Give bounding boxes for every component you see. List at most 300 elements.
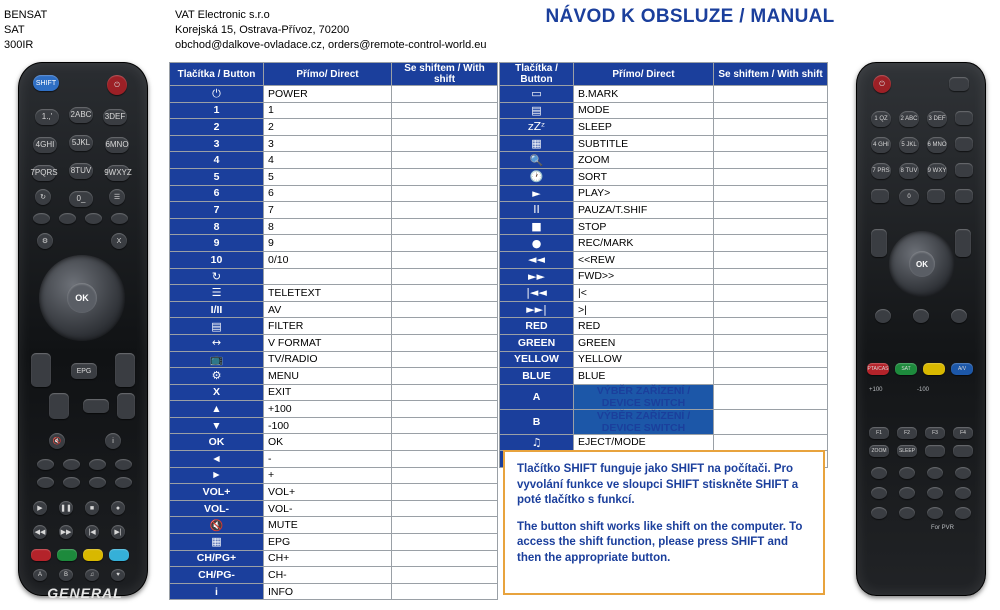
cell-shift [714,102,828,119]
cell-button: ▭ [500,86,574,103]
table-row [170,268,498,285]
remote-rew-icon: ◀◀ [33,525,47,539]
cell-shift [392,417,498,434]
table-header-cell-button: Tlačítka / Button [170,63,264,86]
remote-fwd-icon: ▶▶ [59,525,73,539]
cell-shift [714,434,828,451]
cell-direct: 0/10 [264,251,392,268]
remote-key-7: 7PQRS [32,165,56,181]
remote-power-key: ⏻ [107,75,127,95]
cell-shift [714,185,828,202]
orig-key-9: 9 WXY [927,163,947,179]
table-row [170,86,498,103]
remote-fn-key-1 [33,213,50,224]
cell-shift [392,86,498,103]
cell-direct: -100 [264,417,392,434]
cell-shift [392,119,498,136]
remote-mute-icon: 🔇 [49,433,65,449]
cell-button: |◄◄ [500,285,574,302]
remote-pause-icon: ❚❚ [59,501,73,515]
cell-button: ▤ [170,318,264,335]
cell-button: VOL- [170,500,264,517]
cell-button: 10 [170,251,264,268]
remote-exit-icon: X [111,233,127,249]
remote-next-icon: ▶| [111,525,125,539]
cell-button: ►► [500,268,574,285]
cell-direct: VÝBĚR ZAŘÍZENÍ / DEVICE SWITCH [574,384,714,409]
cell-button: CH/PG- [170,567,264,584]
orig-key-7: 7 PRS [871,163,891,179]
cell-button: ▦ [170,534,264,551]
cell-shift [714,86,828,103]
cell-shift [392,351,498,368]
cell-shift [392,550,498,567]
cell-shift [392,467,498,484]
orig-side-key-2 [955,137,973,151]
cell-button: 5 [170,168,264,185]
orig-f1-key: F1 [869,427,889,439]
cell-button: ☰ [170,285,264,302]
table-row [500,409,828,434]
remote-a-key: A [33,569,47,581]
cell-button: OK [170,434,264,451]
cell-shift [392,251,498,268]
cell-button: 🔍 [500,152,574,169]
cell-direct: FWD>> [574,268,714,285]
cell-shift [392,268,498,285]
table-row [170,218,498,235]
cell-direct: ZOOM [574,152,714,169]
cell-shift [392,583,498,600]
cell-shift [392,401,498,418]
cell-direct: MODE [574,102,714,119]
cell-direct: SORT [574,168,714,185]
orig-f4-key: F4 [953,427,973,439]
cell-button: BLUE [500,368,574,385]
cell-direct: AV [264,301,392,318]
table-row [500,318,828,335]
cell-shift [714,235,828,252]
cell-button: ⏻ [170,86,264,103]
cell-direct: VÝBĚR ZAŘÍZENÍ / DEVICE SWITCH [574,409,714,434]
cell-shift [392,135,498,152]
remote-key-1: 1.,' [35,109,59,125]
orig-top-key [949,77,969,91]
remote-key-5: 5JKL [69,135,93,151]
cell-direct: 2 [264,119,392,136]
cell-button: 🕐 [500,168,574,185]
orig-trans-key-7 [927,487,943,499]
cell-shift [714,368,828,385]
cell-shift [392,451,498,468]
remote-blue-key [109,549,129,561]
orig-f3-key: F3 [925,427,945,439]
cell-direct: 4 [264,152,392,169]
table-row [170,152,498,169]
cell-shift [714,152,828,169]
vendor-emails: obchod@dalkove-ovladace.cz, orders@remote-control-world.eu [175,39,487,51]
orig-trans-key-1 [871,467,887,479]
table-header-row [500,63,828,86]
orig-exit-icon [913,309,929,323]
remote-key-3: 3DEF [103,109,127,125]
remote-b-key: B [59,569,73,581]
cell-shift [714,285,828,302]
table-row [170,583,498,600]
cell-direct: <<REW [574,251,714,268]
orig-trans-key-8 [955,487,971,499]
cell-direct: MENU [264,368,392,385]
table-row [500,368,828,385]
table-row [170,500,498,517]
remote-fav-key: ♥ [111,569,125,581]
cell-button: ♫ [500,434,574,451]
brand-block [4,8,154,53]
cell-direct: VOL- [264,500,392,517]
cell-shift [392,185,498,202]
cell-shift [392,202,498,219]
orig-trans-key-4 [955,467,971,479]
orig-trans-key-9 [871,507,887,519]
cell-button: ► [500,185,574,202]
table-row [500,168,828,185]
note-text-cs: Tlačítko SHIFT funguje jako SHIFT na počítači. Pro vyvolání funkce ve sloupci SHIFT stiskněte SHIFT a poté tlačítko s funkcí. [517,463,799,506]
table-header-cell-direct: Přímo/ Direct [574,63,714,86]
cell-shift [392,285,498,302]
table-row [170,467,498,484]
cell-button: zZᶻ [500,119,574,136]
cell-button: i [170,583,264,600]
table-row [170,334,498,351]
cell-shift [392,102,498,119]
cell-direct: TV/RADIO [264,351,392,368]
remote-vol-key [49,393,69,419]
vendor-company: VAT Electronic s.r.o [175,9,270,21]
cell-shift [392,218,498,235]
cell-button: ► [170,467,264,484]
remote-small-key-5 [37,477,54,488]
orig-trans-key-6 [899,487,915,499]
cell-direct: + [264,467,392,484]
orig-left-key [871,189,889,203]
cell-direct: GREEN [574,334,714,351]
remote-yellow-key [83,549,103,561]
table-row [170,484,498,501]
cell-shift [714,119,828,136]
brand-line-3: 300IR [4,39,34,51]
cell-button: ◄◄ [500,251,574,268]
table-row [500,202,828,219]
table-row [170,135,498,152]
orig-side-key-3 [955,163,973,177]
table-row [500,235,828,252]
cell-direct: BLUE [574,368,714,385]
cell-direct: CH+ [264,550,392,567]
table-row [170,550,498,567]
orig-key-3: 3 DEF [927,111,947,127]
cell-button: RED [500,318,574,335]
remote-list-icon: ☰ [109,189,125,205]
orig-blue-key: A/V [951,363,973,375]
table-row [170,417,498,434]
page-title: NÁVOD K OBSLUZE / MANUAL [545,6,835,27]
cell-direct: EJECT/MODE [574,434,714,451]
table-row [170,384,498,401]
table-row [170,368,498,385]
table-row [170,401,498,418]
vendor-address: Korejská 15, Ostrava-Přívoz, 70200 [175,24,350,36]
table-row [170,318,498,335]
cell-shift [714,351,828,368]
cell-button: 🔇 [170,517,264,534]
cell-shift [392,368,498,385]
remote-red-key [31,549,51,561]
orig-menu-icon [875,309,891,323]
cell-button: ▲ [170,401,264,418]
cell-direct: - [264,451,392,468]
table-row [500,285,828,302]
cell-direct: B.MARK [574,86,714,103]
button-table-left [169,62,498,600]
table-row [500,334,828,351]
cell-direct: RED [574,318,714,335]
orig-key-4: 4 GHI [871,137,891,153]
cell-shift [392,500,498,517]
cell-shift [714,251,828,268]
orig-trans-key-10 [899,507,915,519]
cell-button: ▤ [500,102,574,119]
remote-key-2: 2ABC [69,107,93,123]
table-row [500,86,828,103]
cell-direct: STOP [574,218,714,235]
table-header-cell-shift: Se shiftem / With shift [392,63,498,86]
cell-button: B [500,409,574,434]
orig-key-2: 2 ABC [899,111,919,127]
cell-button: CH/PG+ [170,550,264,567]
remote-back-icon: ↻ [35,189,51,205]
cell-button: 2 [170,119,264,136]
orig-minus100-label: -100 [917,387,930,393]
remote-key-8: 8TUV [69,163,93,179]
orig-ok-key: OK [909,251,935,277]
cell-shift [714,384,828,409]
cell-direct: VOL+ [264,484,392,501]
cell-direct: TELETEXT [264,285,392,302]
cell-button: 9 [170,235,264,252]
remote-small-key-3 [89,459,106,470]
cell-direct: |< [574,285,714,302]
cell-direct: >| [574,301,714,318]
remote-ch-rocker [115,353,135,387]
remote-small-key-6 [63,477,80,488]
cell-shift [714,202,828,219]
cell-button: YELLOW [500,351,574,368]
cell-shift [714,334,828,351]
cell-shift [392,484,498,501]
cell-button: ● [500,235,574,252]
table-row [500,185,828,202]
cell-direct: FILTER [264,318,392,335]
orig-ch-rocker [955,229,971,257]
orig-key-5: 5 JKL [899,137,919,153]
remote-vol-rocker [31,353,51,387]
cell-button: 3 [170,135,264,152]
remote-info-icon: i [105,433,121,449]
cell-button: 8 [170,218,264,235]
table-row [170,235,498,252]
table-header-cell-shift: Se shiftem / With shift [714,63,828,86]
table-row [170,285,498,302]
orig-info-icon [951,309,967,323]
table-row [170,351,498,368]
remote-green-key [57,549,77,561]
button-table-right [499,62,828,468]
cell-direct: PAUZA/T.SHIF [574,202,714,219]
cell-direct: 8 [264,218,392,235]
table-row [500,384,828,409]
orig-extra-key-1 [925,445,945,457]
orig-trans-key-11 [927,507,943,519]
table-header-cell-button: Tlačítka / Button [500,63,574,86]
cell-direct: 3 [264,135,392,152]
orig-side-key-4 [955,189,973,203]
cell-direct: 7 [264,202,392,219]
cell-button: X [170,384,264,401]
cell-button: 1 [170,102,264,119]
brand-line-2: SAT [4,24,25,36]
shift-note-box [503,450,825,595]
table-row [500,119,828,136]
remote-play-icon: ▶ [33,501,47,515]
table-row [170,301,498,318]
cell-button: VOL+ [170,484,264,501]
cell-shift [714,318,828,335]
cell-shift [392,567,498,584]
vendor-block [175,8,495,53]
remote-stop-icon: ■ [85,501,99,515]
remote-shift-key: SHIFT [33,75,59,91]
note-text-en: The button shift works like shift on the computer. To access the shift function, please press SHIFT and then the appropriate button. [517,520,803,564]
orig-key-0: 0 [899,189,919,205]
cell-direct: SUBTITLE [574,135,714,152]
orig-yellow-key [923,363,945,375]
remote-fn-key-4 [111,213,128,224]
cell-direct: EXIT [264,384,392,401]
cell-direct [264,268,392,285]
table-row [500,268,828,285]
cell-button: ↔ [170,334,264,351]
remote-small-key-1 [37,459,54,470]
table-row [170,567,498,584]
cell-direct: 1 [264,102,392,119]
cell-button: ►►| [500,301,574,318]
cell-button: A [500,384,574,409]
cell-shift [392,301,498,318]
orig-right-key [927,189,945,203]
orig-trans-key-3 [927,467,943,479]
cell-shift [714,268,828,285]
orig-plus100-label: +100 [869,387,883,393]
remote-epg-key: EPG [71,363,97,379]
cell-direct: EPG [264,534,392,551]
orig-key-1: 1 QZ [871,111,891,127]
table-row [170,168,498,185]
orig-power-key: ⏻ [873,75,891,93]
remote-small-key-2 [63,459,80,470]
remote-ok-key: OK [67,283,97,313]
cell-shift [714,218,828,235]
orig-vol-rocker [871,229,887,257]
cell-shift [392,534,498,551]
cell-shift [714,409,828,434]
cell-direct: POWER [264,86,392,103]
cell-direct: PLAY> [574,185,714,202]
remote-key-0: 0_ [69,191,93,207]
cell-direct: 6 [264,185,392,202]
cell-button: ▼ [170,417,264,434]
table-row [170,202,498,219]
cell-button: II [500,202,574,219]
remote-side-key [117,393,135,419]
table-row [500,135,828,152]
orig-zoom-key: ZOOM [869,445,889,457]
cell-button: ■ [500,218,574,235]
remote-rec-icon: ● [111,501,125,515]
cell-direct: INFO [264,583,392,600]
orig-f2-key: F2 [897,427,917,439]
table-row [500,102,828,119]
cell-direct: V FORMAT [264,334,392,351]
table-row [500,301,828,318]
cell-button: I/II [170,301,264,318]
remote-image-universal [18,62,148,601]
table-row [170,185,498,202]
cell-button: 📺 [170,351,264,368]
cell-shift [714,135,828,152]
remote-image-original [856,62,986,596]
orig-extra-key-2 [953,445,973,457]
orig-trans-key-2 [899,467,915,479]
table-row [500,434,828,451]
table-row [500,218,828,235]
remote-key-6: 6MNO [105,137,129,153]
cell-button: ⚙ [170,368,264,385]
orig-footer-label: For PVR [931,525,955,531]
remote-prev-icon: |◀ [85,525,99,539]
remote-music-key: ♫ [85,569,99,581]
table-row [170,434,498,451]
orig-side-key-1 [955,111,973,125]
cell-button: 6 [170,185,264,202]
orig-red-key: PTA/CAS [867,363,889,375]
table-row [500,351,828,368]
remote-menu-icon: ⚙ [37,233,53,249]
orig-sleep-key: SLEEP [897,445,917,457]
cell-direct: MUTE [264,517,392,534]
table-row [170,534,498,551]
table-row [500,152,828,169]
cell-shift [714,168,828,185]
cell-shift [392,318,498,335]
cell-button: 4 [170,152,264,169]
table-header-row [170,63,498,86]
remote-small-key-8 [115,477,132,488]
remote-teletext-key [83,399,109,413]
cell-direct: +100 [264,401,392,418]
table-row [170,251,498,268]
cell-shift [714,301,828,318]
cell-direct: 9 [264,235,392,252]
